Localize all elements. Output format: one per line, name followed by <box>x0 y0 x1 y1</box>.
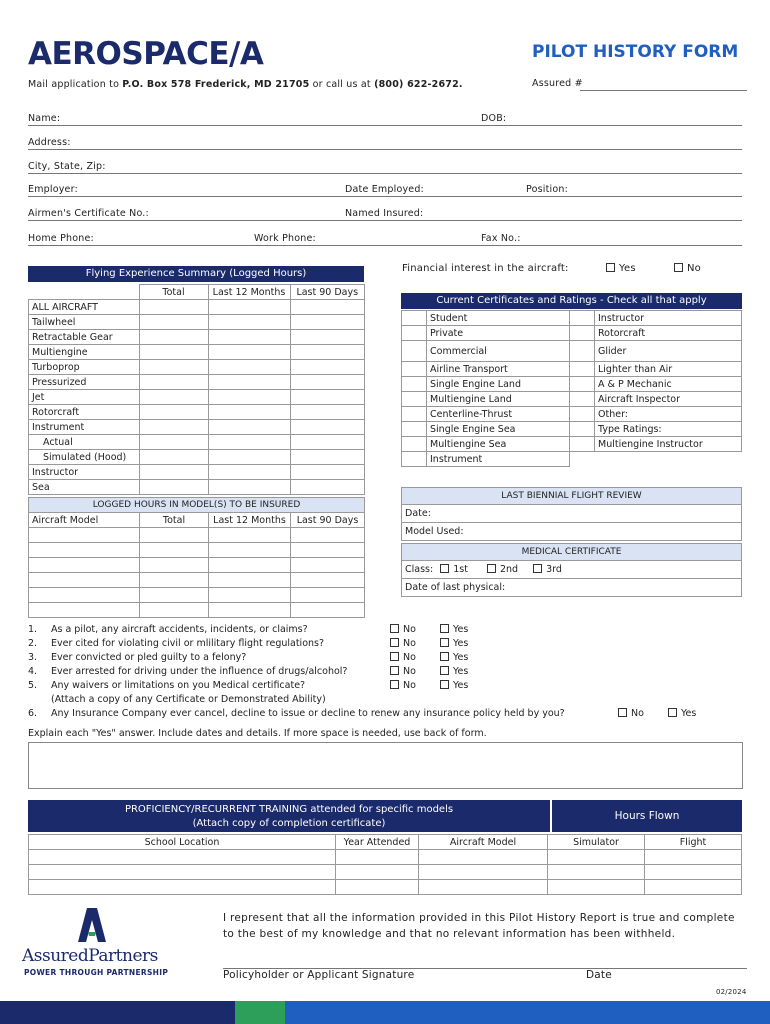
cell[interactable] <box>291 588 365 603</box>
cell[interactable] <box>140 603 209 618</box>
cell[interactable] <box>29 850 336 865</box>
airmen-cert-label: Airmen's Certificate No.: <box>28 208 149 219</box>
row-label: Rotorcraft <box>29 405 140 420</box>
cell[interactable] <box>208 405 290 420</box>
check-cell[interactable] <box>402 341 427 362</box>
col-total: Total <box>140 513 209 528</box>
col-aircraft: Aircraft Model <box>419 835 548 850</box>
yes-label: Yes <box>453 638 469 649</box>
cell[interactable] <box>140 588 209 603</box>
cell[interactable] <box>209 528 291 543</box>
cell[interactable] <box>29 573 140 588</box>
cert-label: A & P Mechanic <box>595 377 742 392</box>
no-label: No <box>403 680 416 691</box>
date-employed-label: Date Employed: <box>345 184 424 195</box>
financial-yes[interactable] <box>606 263 636 274</box>
q5-yes[interactable] <box>440 680 468 691</box>
biennial-table <box>401 487 742 541</box>
cell[interactable] <box>208 375 290 390</box>
cell[interactable] <box>209 558 291 573</box>
no-label: No <box>631 708 644 719</box>
signature-label: Policyholder or Applicant Signature <box>223 969 415 981</box>
cell[interactable] <box>336 880 419 895</box>
cell[interactable] <box>290 315 365 330</box>
q2-yes[interactable] <box>440 638 468 649</box>
check-cell[interactable] <box>570 437 595 452</box>
class-1-label: 1st <box>453 564 468 575</box>
airmen-cert-field[interactable] <box>28 220 742 221</box>
check-cell[interactable] <box>570 326 595 341</box>
cell[interactable] <box>208 390 290 405</box>
biennial-date[interactable]: Date: <box>402 505 742 523</box>
cell[interactable] <box>208 330 290 345</box>
cell[interactable] <box>336 865 419 880</box>
cell[interactable] <box>139 375 208 390</box>
cell[interactable] <box>419 850 548 865</box>
cell[interactable] <box>139 450 208 465</box>
row-label: Actual <box>29 435 140 450</box>
col-year: Year Attended <box>336 835 419 850</box>
cert-label: Multiengine Land <box>427 392 570 407</box>
flying-experience-header: Flying Experience Summary (Logged Hours) <box>28 266 364 282</box>
name-field[interactable] <box>28 125 742 126</box>
checkbox-icon <box>390 624 399 633</box>
check-cell[interactable] <box>402 362 427 377</box>
no-label: No <box>403 638 416 649</box>
yes-label: Yes <box>453 666 469 677</box>
q2-text: Ever cited for violating civil or mlilitary flight regulations? <box>51 638 325 649</box>
cert-label: Multiengine Sea <box>427 437 570 452</box>
row-label: Jet <box>29 390 140 405</box>
checkbox-icon <box>390 638 399 647</box>
q1-num: 1. <box>28 624 38 635</box>
cell[interactable] <box>290 375 365 390</box>
work-phone-label: Work Phone: <box>254 233 316 244</box>
city-field[interactable] <box>28 173 742 174</box>
q5-num: 5. <box>28 680 38 691</box>
no-label: No <box>403 624 416 635</box>
col-12m: Last 12 Months <box>209 513 291 528</box>
cert-label: Type Ratings: <box>595 422 742 437</box>
financial-no[interactable] <box>674 263 701 274</box>
col-12m: Last 12 Months <box>208 285 290 300</box>
cert-label: Private <box>427 326 570 341</box>
row-label: Simulated (Hood) <box>29 450 140 465</box>
checkbox-icon <box>390 666 399 675</box>
certification-statement: I represent that all the information provided in this Pilot History Report is true and complete to the best of my knowledge and that no relevant information has been withheld. <box>223 912 735 940</box>
cell[interactable] <box>208 450 290 465</box>
certificates-header: Current Certificates and Ratings - Check all that apply <box>401 293 742 309</box>
brand-logo: AEROSPACE/A <box>28 36 264 72</box>
checkbox-icon <box>440 652 449 661</box>
cell[interactable] <box>209 573 291 588</box>
class-2-checkbox[interactable] <box>487 564 496 573</box>
check-cell[interactable] <box>570 311 595 326</box>
cell[interactable] <box>139 345 208 360</box>
cell[interactable] <box>29 528 140 543</box>
cell[interactable] <box>208 420 290 435</box>
cert-label: Student <box>427 311 570 326</box>
mail-address: P.O. Box 578 Frederick, MD 21705 <box>122 79 310 90</box>
cell[interactable] <box>548 865 645 880</box>
q2-num: 2. <box>28 638 38 649</box>
financial-interest-label: Financial interest in the aircraft: <box>402 263 569 274</box>
city-label: City, State, Zip: <box>28 161 106 172</box>
col-total: Total <box>139 285 208 300</box>
cell[interactable] <box>139 360 208 375</box>
row-label: Instrument <box>29 420 140 435</box>
q4-yes[interactable] <box>440 666 468 677</box>
footer-bar-green <box>235 1001 285 1024</box>
cert-label: Airline Transport <box>427 362 570 377</box>
q2-no[interactable] <box>390 638 416 649</box>
col-aircraft-model: Aircraft Model <box>29 513 140 528</box>
cell[interactable] <box>336 850 419 865</box>
assured-label: Assured # <box>532 78 583 89</box>
cell[interactable] <box>291 603 365 618</box>
cell[interactable] <box>140 573 209 588</box>
cell[interactable] <box>29 865 336 880</box>
q6-num: 6. <box>28 708 38 719</box>
q6-no[interactable] <box>618 708 644 719</box>
q1-text: As a pilot, any aircraft accidents, incidents, or claims? <box>51 624 308 635</box>
cell[interactable] <box>419 865 548 880</box>
cell[interactable] <box>29 880 336 895</box>
q3-yes[interactable] <box>440 652 468 663</box>
mail-mid: or call us at <box>309 79 375 90</box>
check-cell[interactable] <box>402 437 427 452</box>
footer-bar-blue <box>285 1001 770 1024</box>
class-3-label: 3rd <box>546 564 562 575</box>
class-3-checkbox[interactable] <box>533 564 542 573</box>
cell[interactable] <box>29 603 140 618</box>
revision-date: 02/2024 <box>716 988 747 996</box>
cert-label: Centerline-Thrust <box>427 407 570 422</box>
cell[interactable] <box>208 360 290 375</box>
training-title: PROFICIENCY/RECURRENT TRAINING attended for specific models <box>124 804 454 815</box>
cert-label: Other: <box>595 407 742 422</box>
date-label: Date <box>586 969 612 981</box>
cell[interactable] <box>290 300 365 315</box>
certificates-table <box>401 310 742 467</box>
check-cell[interactable] <box>402 311 427 326</box>
medical-class-row <box>402 561 742 579</box>
cell[interactable] <box>208 480 290 495</box>
cell[interactable] <box>208 315 290 330</box>
checkbox-icon <box>440 638 449 647</box>
mail-instructions <box>28 79 463 90</box>
cert-label: Single Engine Sea <box>427 422 570 437</box>
checkbox-icon <box>440 624 449 633</box>
q6-text: Any Insurance Company ever cancel, decline to issue or decline to renew any insurance policy held by you? <box>51 708 565 719</box>
logged-hours-header: LOGGED HOURS IN MODEL(S) TO BE INSURED <box>29 498 365 513</box>
dob-label: DOB: <box>481 113 507 124</box>
yes-label: Yes <box>619 263 636 274</box>
col-flight: Flight <box>645 835 742 850</box>
physical-date[interactable]: Date of last physical: <box>402 579 742 597</box>
biennial-header: LAST BIENNIAL FLIGHT REVIEW <box>402 488 742 505</box>
q5-text: Any waivers or limitations on you Medical certificate? <box>51 680 306 691</box>
yes-label: Yes <box>681 708 697 719</box>
q6-yes[interactable] <box>668 708 696 719</box>
fax-label: Fax No.: <box>481 233 521 244</box>
cell[interactable] <box>290 360 365 375</box>
cell[interactable] <box>291 528 365 543</box>
employer-label: Employer: <box>28 184 78 195</box>
q4-no[interactable] <box>390 666 416 677</box>
form-title: PILOT HISTORY FORM <box>532 42 739 62</box>
check-cell[interactable] <box>402 452 427 467</box>
cell[interactable] <box>548 850 645 865</box>
cert-label: Commercial <box>427 341 570 362</box>
cert-label: Aircraft Inspector <box>595 392 742 407</box>
cell[interactable] <box>645 850 742 865</box>
check-cell[interactable] <box>402 326 427 341</box>
flying-experience-table <box>28 284 365 495</box>
cell[interactable] <box>290 465 365 480</box>
check-cell[interactable] <box>570 392 595 407</box>
medical-header: MEDICAL CERTIFICATE <box>402 544 742 561</box>
assured-partners-logo-icon <box>78 908 106 942</box>
col-90d: Last 90 Days <box>290 285 365 300</box>
col-school: School Location <box>29 835 336 850</box>
cell[interactable] <box>140 543 209 558</box>
check-cell[interactable] <box>402 392 427 407</box>
cell[interactable] <box>290 420 365 435</box>
col-90d: Last 90 Days <box>291 513 365 528</box>
row-label: Retractable Gear <box>29 330 140 345</box>
cell[interactable] <box>139 435 208 450</box>
biennial-model[interactable]: Model Used: <box>402 523 742 541</box>
check-cell[interactable] <box>402 407 427 422</box>
assured-field[interactable] <box>580 90 747 91</box>
checkbox-icon <box>390 680 399 689</box>
checkbox-icon <box>668 708 677 717</box>
class-label: Class: <box>405 564 434 575</box>
check-cell[interactable] <box>402 422 427 437</box>
cell[interactable] <box>139 315 208 330</box>
cell[interactable] <box>29 558 140 573</box>
row-label: Tailwheel <box>29 315 140 330</box>
phone-number: (800) 622-2672. <box>374 79 463 90</box>
cell[interactable] <box>291 573 365 588</box>
assured-partners-name: AssuredPartners <box>22 946 158 966</box>
home-phone-label: Home Phone: <box>28 233 94 244</box>
address-label: Address: <box>28 137 71 148</box>
cert-label: Instrument <box>427 452 570 467</box>
tagline: POWER THROUGH PARTNERSHIP <box>24 968 169 977</box>
training-subtitle: (Attach copy of completion certificate) <box>192 818 386 829</box>
check-cell[interactable] <box>570 341 595 362</box>
medical-table <box>401 543 742 597</box>
cell[interactable] <box>140 528 209 543</box>
cell[interactable] <box>139 300 208 315</box>
corner-cell <box>29 285 140 300</box>
cell[interactable] <box>139 465 208 480</box>
cell[interactable] <box>29 543 140 558</box>
row-label: Multiengine <box>29 345 140 360</box>
cell[interactable] <box>645 865 742 880</box>
cell[interactable] <box>419 880 548 895</box>
cell[interactable] <box>140 558 209 573</box>
no-label: No <box>687 263 701 274</box>
cell[interactable] <box>290 405 365 420</box>
employer-field[interactable] <box>28 196 742 197</box>
q4-text: Ever arrested for driving under the influence of drugs/alcohol? <box>51 666 348 677</box>
row-label: Pressurized <box>29 375 140 390</box>
cell[interactable] <box>139 330 208 345</box>
checkbox-icon <box>390 652 399 661</box>
explain-instructions: Explain each "Yes" answer. Include dates and details. If more space is needed, use back of form. <box>28 728 487 739</box>
checkbox-icon <box>674 263 683 272</box>
q5-note: (Attach a copy of any Certificate or Demonstrated Ability) <box>51 694 326 705</box>
explain-box[interactable] <box>28 742 743 789</box>
q1-yes[interactable] <box>440 624 468 635</box>
cell[interactable] <box>208 435 290 450</box>
cell[interactable] <box>208 300 290 315</box>
cert-label: Lighter than Air <box>595 362 742 377</box>
row-label: ALL AIRCRAFT <box>29 300 140 315</box>
check-cell[interactable] <box>570 377 595 392</box>
row-label: Instructor <box>29 465 140 480</box>
cell[interactable] <box>645 880 742 895</box>
cell[interactable] <box>290 480 365 495</box>
no-label: No <box>403 652 416 663</box>
cell[interactable] <box>139 420 208 435</box>
cell[interactable] <box>290 330 365 345</box>
logged-hours-table <box>28 497 365 618</box>
class-2-label: 2nd <box>499 564 519 575</box>
cell[interactable] <box>290 390 365 405</box>
cell[interactable] <box>209 603 291 618</box>
cell[interactable] <box>139 390 208 405</box>
cell[interactable] <box>290 345 365 360</box>
phone-field[interactable] <box>28 245 742 246</box>
named-insured-label: Named Insured: <box>345 208 424 219</box>
training-table <box>28 834 742 895</box>
cell[interactable] <box>208 345 290 360</box>
yes-label: Yes <box>453 652 469 663</box>
checkbox-icon <box>606 263 615 272</box>
yes-label: Yes <box>453 680 469 691</box>
cert-label: Multiengine Instructor <box>595 437 742 452</box>
cell[interactable] <box>139 480 208 495</box>
checkbox-icon <box>440 680 449 689</box>
position-label: Position: <box>526 184 568 195</box>
cell[interactable] <box>139 405 208 420</box>
check-cell[interactable] <box>570 362 595 377</box>
check-cell[interactable] <box>570 407 595 422</box>
q3-num: 3. <box>28 652 38 663</box>
address-field[interactable] <box>28 149 742 150</box>
cert-label: Single Engine Land <box>427 377 570 392</box>
cell[interactable] <box>209 588 291 603</box>
cell[interactable] <box>548 880 645 895</box>
q5-no[interactable] <box>390 680 416 691</box>
cell[interactable] <box>291 543 365 558</box>
q4-num: 4. <box>28 666 38 677</box>
empty-cell <box>570 452 742 467</box>
name-label: Name: <box>28 113 61 124</box>
cell[interactable] <box>208 465 290 480</box>
footer-bar-navy <box>0 1001 235 1024</box>
no-label: No <box>403 666 416 677</box>
class-1-checkbox[interactable] <box>440 564 449 573</box>
cell[interactable] <box>209 543 291 558</box>
q3-no[interactable] <box>390 652 416 663</box>
cell[interactable] <box>290 435 365 450</box>
checkbox-icon <box>618 708 627 717</box>
hours-flown-header: Hours Flown <box>552 800 742 832</box>
row-label: Turboprop <box>29 360 140 375</box>
cert-label: Rotorcraft <box>595 326 742 341</box>
row-label: Sea <box>29 480 140 495</box>
cell[interactable] <box>291 558 365 573</box>
q1-no[interactable] <box>390 624 416 635</box>
cert-label: Glider <box>595 341 742 362</box>
cell[interactable] <box>29 588 140 603</box>
cell[interactable] <box>290 450 365 465</box>
checkbox-icon <box>440 666 449 675</box>
yes-label: Yes <box>453 624 469 635</box>
cert-label: Instructor <box>595 311 742 326</box>
mail-pre: Mail application to <box>28 79 123 90</box>
check-cell[interactable] <box>402 377 427 392</box>
check-cell[interactable] <box>570 422 595 437</box>
training-header <box>28 800 550 832</box>
q3-text: Ever convicted or pled guilty to a felony? <box>51 652 247 663</box>
col-simulator: Simulator <box>548 835 645 850</box>
